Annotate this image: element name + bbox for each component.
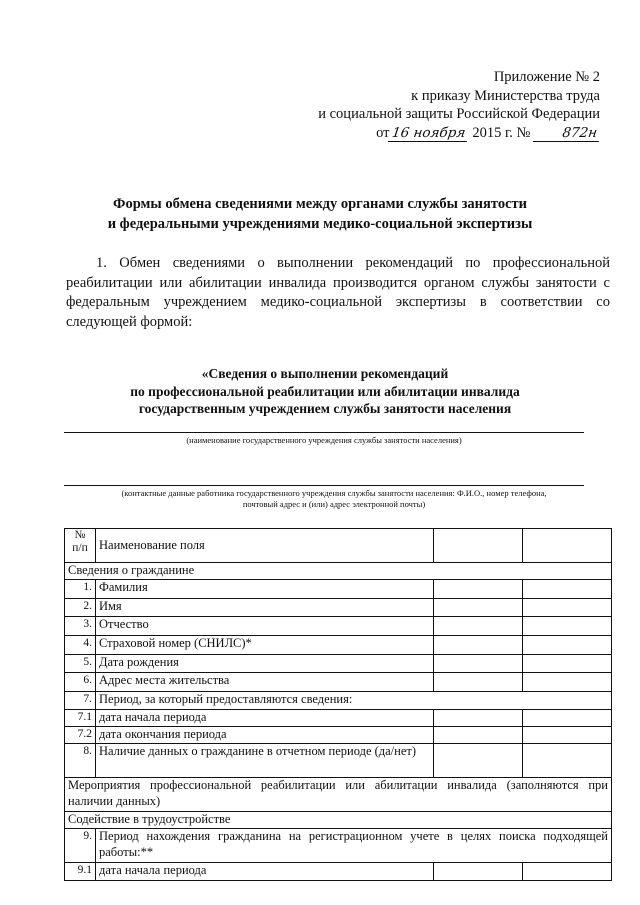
contact-caption [64, 488, 604, 510]
section-row-employment [65, 812, 612, 829]
value-cell[interactable] [434, 863, 523, 881]
table-header-row [65, 529, 612, 563]
value-cell[interactable] [434, 655, 523, 673]
header-empty-cell [434, 529, 523, 563]
body-paragraph: 1. Обмен сведениями о выполнении рекомендаций по профессиональной реабилитации или абилитации инвалида производится органом службы занятости с федеральным учреждением медико-социальной экспертизы в соответствии со следующей формой: [66, 255, 610, 330]
table-row [65, 829, 612, 863]
table-row [65, 655, 612, 673]
value-cell[interactable] [523, 655, 612, 673]
appendix-number: Приложение № 2 [493, 69, 600, 85]
section-citizen-cell: Сведения о гражданине [65, 563, 612, 580]
row-label: Фамилия [96, 580, 434, 599]
table-row [65, 863, 612, 881]
row-label: Наличие данных о гражданине в отчетном периоде (да/нет) [96, 744, 434, 778]
value-cell[interactable] [523, 863, 612, 881]
header-number-cell: № п/п [65, 529, 96, 563]
table-row [65, 580, 612, 599]
value-cell[interactable] [434, 580, 523, 599]
row-number: 7.1 [65, 710, 96, 727]
header-field-name-cell: Наименование поля [96, 529, 434, 563]
info-form-table [64, 528, 612, 881]
row-label: дата начала периода [96, 863, 434, 881]
value-cell[interactable] [434, 636, 523, 655]
row-label: Дата рождения [96, 655, 434, 673]
row-label: Адрес места жительства [96, 673, 434, 692]
row-number: 9.1 [65, 863, 96, 881]
section-row-measures [65, 778, 612, 812]
table-row [65, 599, 612, 617]
value-cell[interactable] [523, 599, 612, 617]
value-cell[interactable] [523, 673, 612, 692]
row-label: Страховой номер (СНИЛС)* [96, 636, 434, 655]
contact-caption-line-2: почтовый адрес и (или) адрес электронной почты) [242, 499, 426, 509]
appendix-header [300, 68, 600, 142]
handwritten-order-number: 872н [533, 125, 601, 142]
row-number: 4. [65, 636, 96, 655]
row-label: Имя [96, 599, 434, 617]
table-row [65, 710, 612, 727]
row-label: дата начала периода [96, 710, 434, 727]
value-cell[interactable] [523, 744, 612, 778]
table-row [65, 673, 612, 692]
date-year-number-label: 2015 г. № [472, 124, 531, 141]
value-cell[interactable] [434, 617, 523, 636]
appendix-order-ref: к приказу Министерства труда [411, 87, 600, 104]
value-cell[interactable] [434, 673, 523, 692]
row-number: 7. [65, 692, 96, 710]
table-row [65, 617, 612, 636]
table-row [65, 727, 612, 744]
form-title [60, 365, 590, 418]
section-row-citizen [65, 563, 612, 580]
row-label: Период нахождения гражданина на регистрационном учете в целях поиска подходящей работы:** [96, 829, 612, 863]
title-line-2: и федеральными учреждениями медико-социальной экспертизы [107, 216, 533, 232]
row-number: 7.2 [65, 727, 96, 744]
row-number: 9. [65, 829, 96, 863]
institution-blank-line [64, 432, 584, 433]
value-cell[interactable] [434, 744, 523, 778]
section-measures-cell: Мероприятия профессиональной реабилитации или абилитации инвалида (заполняются при наличии данных) [65, 778, 612, 812]
title-line-1: Формы обмена сведениями между органами службы занятости [113, 196, 527, 212]
value-cell[interactable] [434, 710, 523, 727]
value-cell[interactable] [434, 727, 523, 744]
value-cell[interactable] [523, 727, 612, 744]
institution-caption: (наименование государственного учреждения службы занятости населения) [186, 435, 462, 445]
handwritten-date: 16 ноября [388, 125, 470, 142]
appendix-date-line [300, 124, 600, 143]
value-cell[interactable] [523, 636, 612, 655]
section-employment-cell: Содействие в трудоустройстве [65, 812, 612, 829]
form-title-line-2: по профессиональной реабилитации или абилитации инвалида [130, 383, 520, 399]
form-title-line-1: «Сведения о выполнении рекомендаций [201, 366, 449, 381]
table-row [65, 692, 612, 710]
contact-caption-line-1: (контактные данные работника государственного учреждения службы занятости населения: Ф.И.О., номер телефона, [121, 488, 547, 498]
value-cell[interactable] [434, 599, 523, 617]
form-title-line-3: государственным учреждением службы занятости населения [138, 401, 512, 416]
value-cell[interactable] [523, 617, 612, 636]
row-label: дата окончания периода [96, 727, 434, 744]
row-number: 3. [65, 617, 96, 636]
row-number: 1. [65, 580, 96, 599]
row-number: 6. [65, 673, 96, 692]
appendix-ministry: и социальной защиты Российской Федерации [318, 106, 600, 122]
header-empty-cell [523, 529, 612, 563]
row-number: 5. [65, 655, 96, 673]
value-cell[interactable] [523, 710, 612, 727]
date-prefix: от [376, 124, 390, 141]
contact-blank-line [64, 485, 584, 486]
table-row [65, 636, 612, 655]
value-cell[interactable] [523, 580, 612, 599]
row-label: Период, за который предоставляются сведения: [96, 692, 612, 710]
document-title [60, 194, 580, 234]
table-row [65, 744, 612, 778]
row-number: 2. [65, 599, 96, 617]
row-label: Отчество [96, 617, 434, 636]
row-number: 8. [65, 744, 96, 778]
